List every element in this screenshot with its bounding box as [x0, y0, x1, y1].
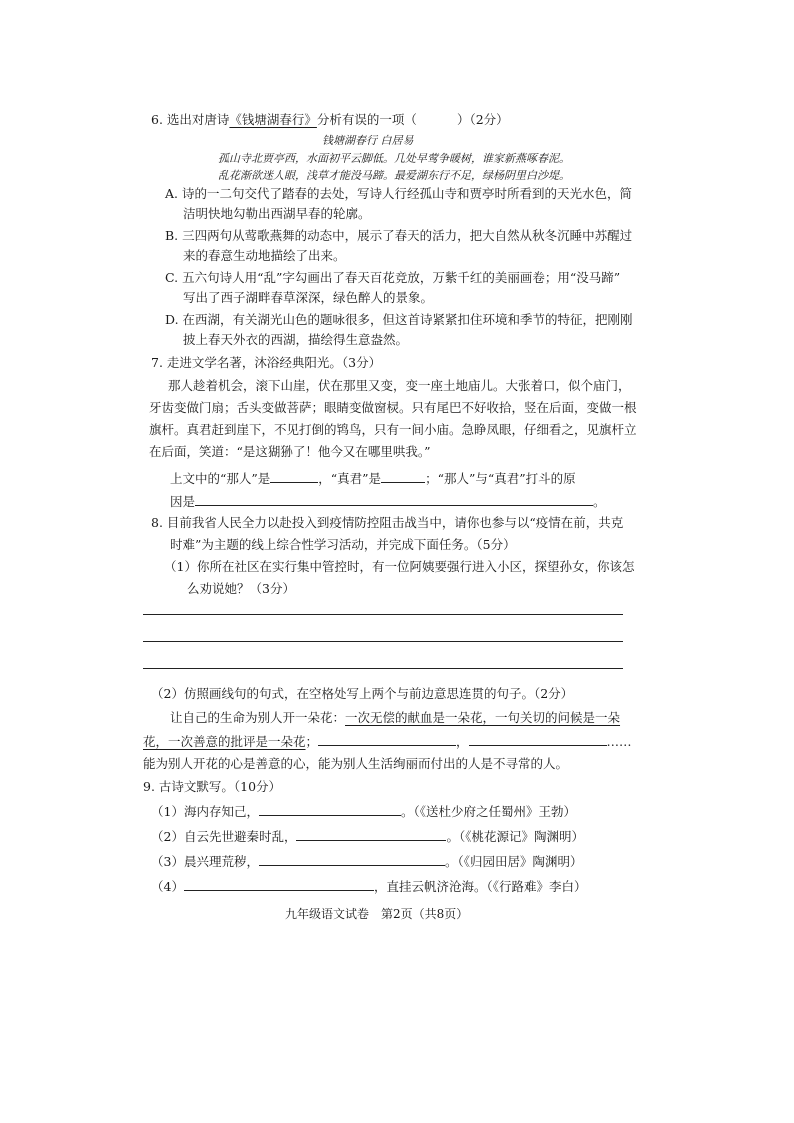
q8-sample-ellipsis: …… — [606, 734, 632, 749]
q6-option-d-line1: D. 在西湖，有关湖光山色的题咏很多，但这首诗紧紧扣住环境和季节的特征，把刚刚 — [165, 312, 633, 327]
q8-blank-1[interactable] — [318, 731, 456, 746]
q9-line3-prompt: （3）晨兴理荒秽， — [151, 854, 259, 869]
q6-stem-before: 6. 选出对唐诗 — [151, 112, 230, 127]
q6-option-c-line1: C. 五六句诗人用“乱”字勾画出了春天百花竞放，万紫千红的美丽画卷；用“没马蹄” — [165, 270, 621, 285]
q8-sample-line1 — [170, 708, 620, 728]
q7-blank-reason[interactable] — [195, 491, 593, 506]
q8-sample-line2 — [143, 731, 632, 752]
q6-option-a-line1: A. 诗的一二句交代了踏春的去处，写诗人行经孤山寺和贾亭时所看到的天光水色，简 — [165, 186, 632, 201]
q9-line1-source: 。（《送杜少府之任蜀州》王勃） — [400, 804, 576, 819]
q8-stem-line1: 8. 目前我省人民全力以赴投入到疫情防控阻击战当中，请你也参与以“疫情在前，共克 — [151, 515, 624, 530]
q9-line4-source: ，直挂云帆济沧海。（《行路难》李白） — [373, 879, 587, 894]
q9-stem: 9. 古诗文默写。（10分） — [143, 779, 282, 794]
q6-stem-close: ）（2分） — [456, 112, 509, 127]
q7-reason-line — [170, 491, 606, 512]
q6-stem — [151, 110, 509, 130]
q7-reason-label: 因是 — [170, 494, 196, 509]
q8-sample-semicolon: ； — [305, 734, 319, 749]
q8-sample-lead: 让自己的生命为别人开一朵花： — [170, 710, 346, 725]
q7-fill-text-c: ；“那人”与“真君”打斗的原 — [425, 471, 576, 486]
q7-fill-text-b: ，“真君”是 — [318, 471, 382, 486]
q9-line2-source: 。（《桃花源记》陶渊明） — [446, 829, 584, 844]
q7-fill-line — [170, 468, 576, 489]
q8-sample-comma: ， — [456, 734, 469, 749]
q8-sample-underlined-2: 花，一次善意的批评是一朵花 — [143, 734, 306, 749]
q8-blank-2[interactable] — [469, 731, 607, 746]
q6-option-a-line2: 洁明快地勾勒出西湖早春的轮廓。 — [183, 206, 371, 221]
q6-option-d-line2: 披上春天外衣的西湖，描绘得生意盎然。 — [183, 332, 409, 347]
q8-answer-line-3[interactable] — [143, 668, 623, 669]
q6-poem-line1: 孤山寺北贾亭西，水面初平云脚低。几处早莺争暖树，谁家新燕啄春泥。 — [218, 152, 570, 165]
q7-passage-line4: 在后面，笑道：“是这猢狲了！他今又在哪里哄我。” — [149, 444, 431, 459]
q7-reason-end: 。 — [593, 494, 606, 509]
q7-blank-zhenjun[interactable] — [381, 468, 425, 483]
q8-sub1-line2: 么劝说她？（3分） — [187, 581, 295, 596]
q8-sub2: （2）仿照画线句的句式，在空格处写上两个与前边意思连贯的句子。（2分） — [151, 686, 574, 701]
q7-blank-naren[interactable] — [270, 468, 318, 483]
q8-stem-line2: 时难”为主题的线上综合性学习活动，并完成下面任务。（5分） — [170, 537, 516, 552]
q9-line3-source: 。（《归园田居》陶渊明） — [444, 854, 583, 869]
q6-poem-line2: 乱花渐欲迷人眼，浅草才能没马蹄。最爱湖东行不足，绿杨阴里白沙堤。 — [218, 169, 570, 182]
q7-fill-text-a: 上文中的“那人”是 — [170, 471, 271, 486]
q6-option-b-line2: 来的春意生动地描绘了出来。 — [183, 248, 346, 263]
q7-passage-line3: 旗杆。真君赶到崖下，不见打倒的鸨鸟，只有一间小庙。急睁凤眼，仔细看之，见旗杆立 — [149, 422, 637, 437]
q7-passage-line1: 那人趁着机会，滚下山崖，伏在那里又变，变一座土地庙儿。大张着口，似个庙门， — [168, 378, 631, 393]
q6-option-c-line2: 写出了西子湖畔春草深深，绿色醉人的景象。 — [183, 290, 434, 305]
q7-stem: 7. 走进文学名著，沐浴经典阳光。（3分） — [151, 355, 382, 370]
q6-poem-title: 钱塘湖春行 白居易 — [322, 134, 414, 147]
q9-blank-1[interactable] — [259, 801, 401, 816]
q7-passage-line2: 牙齿变做门扇；舌头变做菩萨；眼睛变做窗棂。只有尾巴不好收拾，竖在后面，变做一根 — [149, 400, 637, 415]
q8-sample-underlined-1: 一次无偿的献血是一朵花，一句关切的问候是一朵 — [345, 710, 621, 725]
q9-blank-4[interactable] — [184, 876, 374, 891]
q8-answer-line-2[interactable] — [143, 641, 623, 642]
q9-line2-prompt: （2）自云先世避秦时乱， — [151, 829, 297, 844]
q8-answer-line-1[interactable] — [143, 614, 623, 615]
q6-option-b-line1: B. 三四两句从莺歌燕舞的动态中，展示了春天的活力，把大自然从秋冬沉睡中苏醒过 — [165, 228, 633, 243]
q9-line2 — [151, 826, 584, 847]
q9-line4 — [151, 876, 586, 897]
page-footer: 九年级语文试卷 第2页（共8页） — [285, 907, 469, 921]
q9-line1-prompt: （1）海内存知己， — [151, 804, 259, 819]
q9-blank-3[interactable] — [259, 851, 445, 866]
q6-stem-title: 《钱塘湖春行》 — [229, 112, 317, 127]
q9-blank-2[interactable] — [296, 826, 446, 841]
q6-stem-after: 分析有误的一项（ — [316, 112, 417, 127]
q9-line3 — [151, 851, 582, 872]
q9-line4-prompt: （4） — [151, 879, 184, 894]
q9-line1 — [151, 801, 576, 822]
q8-sub1-line1: （1）你所在社区在实行集中管控时，有一位阿姨要强行进入小区，探望孙女，你该怎 — [164, 559, 635, 574]
q8-sample-line3: 能为别人开花的心是善意的心，能为别人生活绚丽而付出的人是不寻常的人。 — [143, 756, 569, 771]
